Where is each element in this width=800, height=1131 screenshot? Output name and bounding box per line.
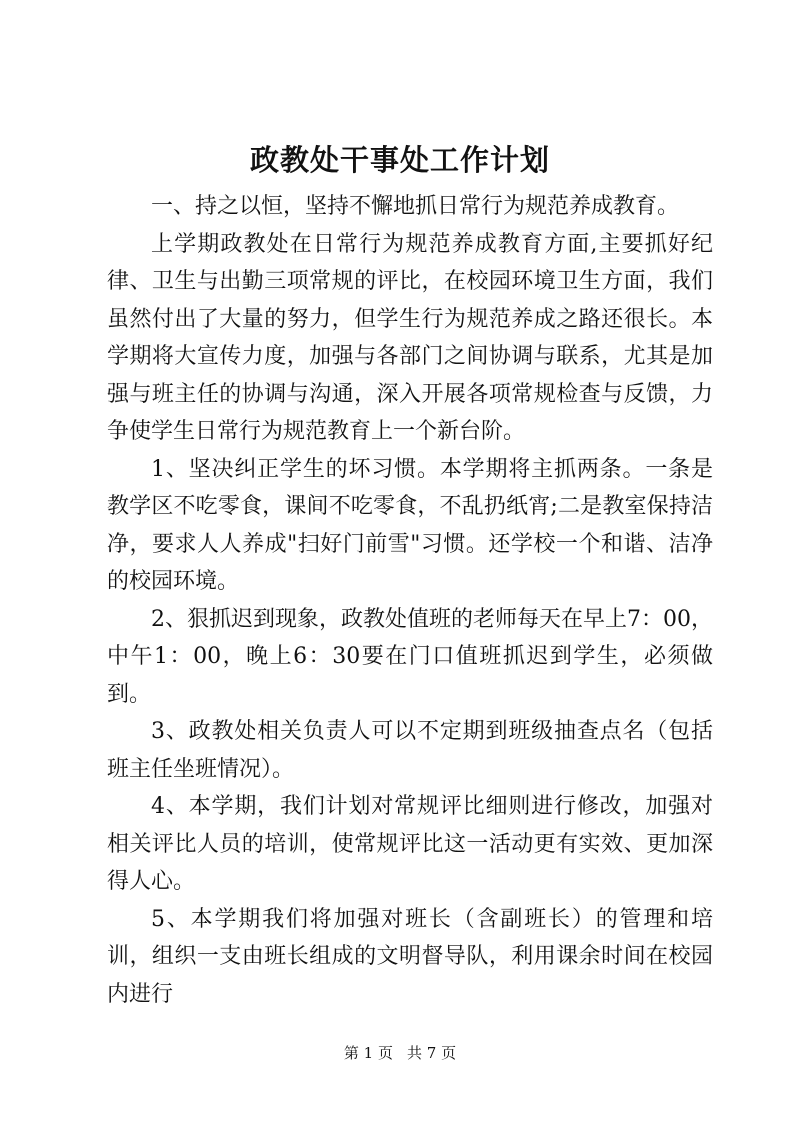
page-footer — [0, 1043, 800, 1063]
document-body — [107, 188, 713, 1013]
paragraph-item-4: 4、本学期，我们计划对常规评比细则进行修改，加强对相关评比人员的培训，使常规评比这一活动更有实效、更加深得人心。 — [107, 794, 713, 894]
page-number: 第 1 页 — [343, 1044, 393, 1062]
paragraph-item-2: 2、狠抓迟到现象，政教处值班的老师每天在早上7：00，中午1：00，晚上6：30要在门口值班抓迟到学生，必须做到。 — [107, 606, 713, 707]
paragraph-item-1: 1、坚决纠正学生的坏习惯。本学期将主抓两条。一条是教学区不吃零食，课间不吃零食，不乱扔纸宵;二是教室保持洁净，要求人人养成"扫好门前雪"习惯。还学校一个和谐、洁净的校园环境。 — [107, 456, 713, 594]
paragraph-intro: 上学期政教处在日常行为规范养成教育方面,主要抓好纪律、卫生与出勤三项常规的评比，在校园环境卫生方面，我们虽然付出了大量的努力，但学生行为规范养成之路还很长。本学期将大宣传力度，加强与各部门之间协调与联系，尤其是加强与班主任的协调与沟通，深入开展各项常规检查与反馈，力争使学生日常行为规范教育上一个新台阶。 — [107, 231, 713, 444]
paragraph-section-heading: 一、持之以恒，坚持不懈地抓日常行为规范养成教育。 — [151, 194, 680, 219]
page-total: 共 7 页 — [407, 1044, 457, 1062]
paragraph-item-5: 5、本学期我们将加强对班长（含副班长）的管理和培训，组织一支由班长组成的文明督导队，利用课余时间在校园内进行 — [107, 906, 713, 1007]
paragraph-item-3: 3、政教处相关负责人可以不定期到班级抽查点名（包括班主任坐班情况）。 — [107, 719, 713, 782]
document-title: 政教处干事处工作计划 — [249, 143, 550, 177]
